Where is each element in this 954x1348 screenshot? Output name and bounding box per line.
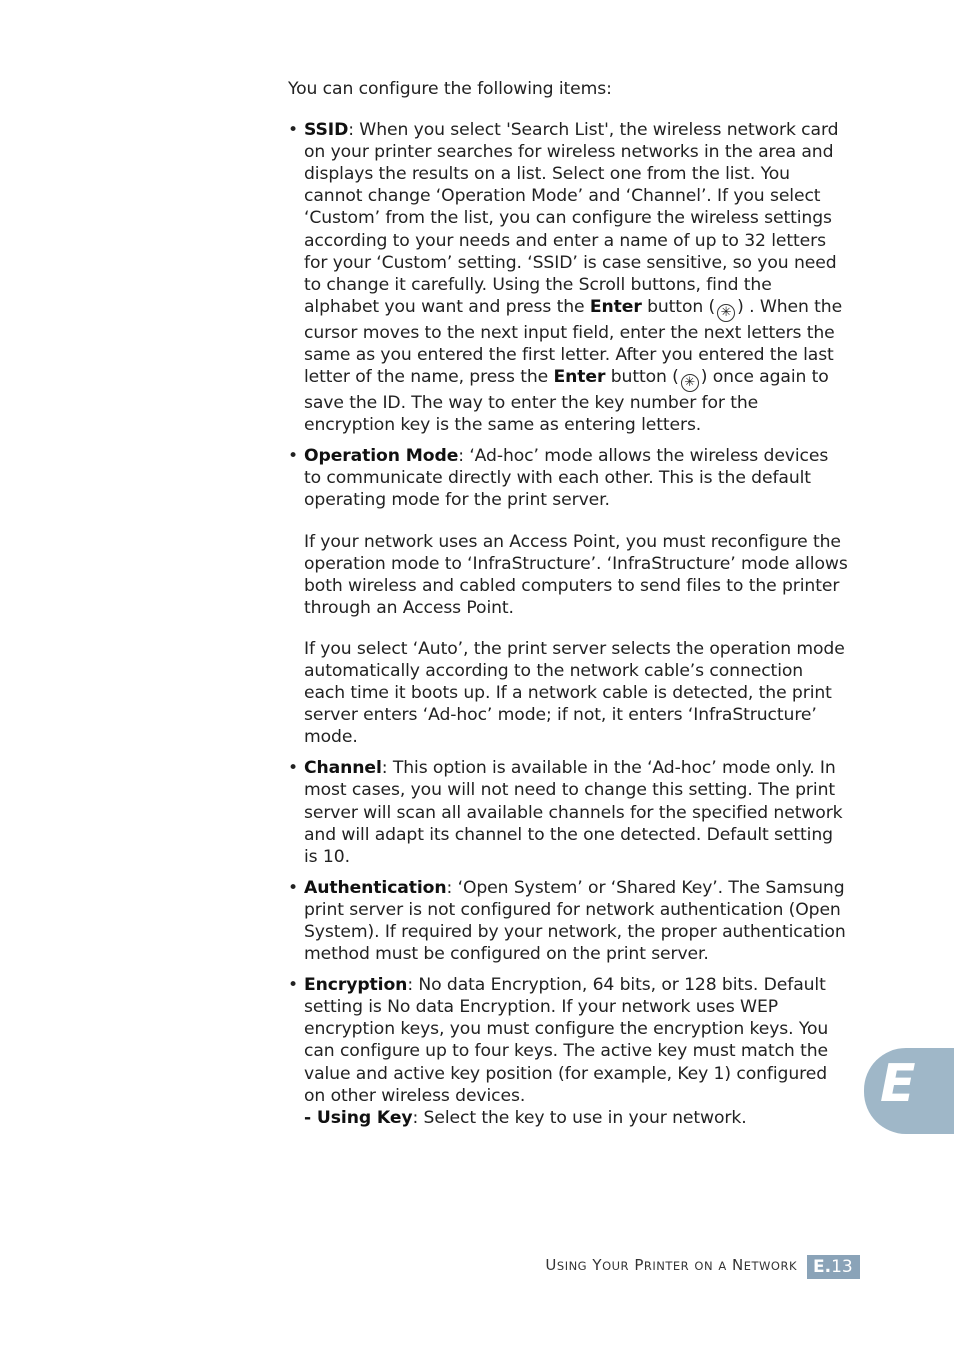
- term-channel: Channel: [304, 758, 382, 779]
- running-footer: USING YOUR PRINTER ON A NETWORK: [545, 1256, 797, 1274]
- paragraph: If you select ‘Auto’, the print server selects the operation mode automatically according to the network cable’s connection each time it boots up. If a network cable is detected, the print server enters ‘Ad-hoc’ mode; if not, it enters ‘InfraStructure’ mode.: [304, 638, 845, 748]
- sub-item-using-key: - Using Key: Select the key to use in your network.: [304, 1107, 747, 1128]
- bullet: •: [288, 446, 299, 467]
- enter-button-icon: ✳: [681, 374, 699, 392]
- term-encryption: Encryption: [304, 975, 408, 996]
- list-item-channel: • Channel: This option is available in the ‘Ad-hoc’ mode only. In most cases, you will not need to change this setting. The print server will scan all available channels for the specified network and will adapt its channel to the one detected. Default setting is 10.: [288, 758, 843, 867]
- term-enter: Enter: [553, 367, 606, 388]
- term-operation-mode: Operation Mode: [304, 446, 459, 467]
- paragraph: If your network uses an Access Point, you must reconfigure the operation mode to ‘InfraStructure’. ‘InfraStructure’ mode allows both wireless and cabled computers to send files to the printer through an Access Point.: [304, 531, 848, 618]
- bullet: •: [288, 120, 299, 141]
- intro-text: You can configure the following items:: [288, 79, 612, 99]
- list-item-operation-mode: • Operation Mode: ‘Ad-hoc’ mode allows the wireless devices to communicate directly with each other. This is the default operating mode for the print server. If your network uses an Access Point, you must reconfigure the operation mode to ‘InfraStructure’. ‘InfraStructure’ mode allows both wireless and cabled computers to send files to the printer through an Access Point. If you select ‘Auto’, the print server selects the operation mode automatically according to the network cable’s connection each time it boots up. If a network cable is detected, the print server enters ‘Ad-hoc’ mode; if not, it enters ‘InfraStructure’ mode.: [288, 446, 848, 748]
- list-item-encryption: • Encryption: No data Encryption, 64 bits, or 128 bits. Default setting is No data Encryption. If your network uses WEP encryption keys, you must configure the encryption keys. You can configure up to four keys. The active key must match the value and active key position (for example, Key 1) configured on other wireless devices. - Using Key: Select the key to use in your network.: [288, 974, 848, 1129]
- list-item-ssid: • SSID: When you select 'Search List', the wireless network card on your printer searches for wireless networks in the area and displays the results on a list. Select one from the list. You cannot change ‘Operation Mode’ and ‘Channel’. If you select ‘Custom’ from the list, you can configure the wireless settings according to your needs and enter a name of up to 32 letters for your ‘Custom’ setting. ‘SSID’ is case sensitive, so you need to change it carefully. Using the Scroll buttons, find the alphabet you want and press the Enter button ( ✳ ) . When the cursor moves to the next input field, enter the next letters the same as you entered the first letter. After you entered the last letter of the name, press the Enter button ( ✳ ) once again to save the ID. The way to enter the key number for the encryption key is the same as entering letters.: [288, 120, 843, 436]
- bullet: •: [288, 758, 299, 779]
- bullet: •: [288, 975, 299, 996]
- page-number: E.13: [807, 1255, 860, 1279]
- bullet: •: [288, 877, 299, 898]
- term-using-key: - Using Key: [304, 1107, 413, 1128]
- term-enter: Enter: [589, 296, 642, 317]
- term-ssid: SSID: [304, 120, 349, 141]
- chapter-tab: [864, 1048, 954, 1134]
- enter-button-icon: ✳: [717, 304, 735, 322]
- list-item-authentication: • Authentication: ‘Open System’ or ‘Shared Key’. The Samsung print server is not configured for network authentication (Open System). If required by your network, the proper authentication method must be configured on the print server.: [288, 877, 846, 965]
- term-authentication: Authentication: [304, 877, 447, 898]
- page-content: [288, 78, 848, 1138]
- chapter-letter: E: [880, 1054, 916, 1114]
